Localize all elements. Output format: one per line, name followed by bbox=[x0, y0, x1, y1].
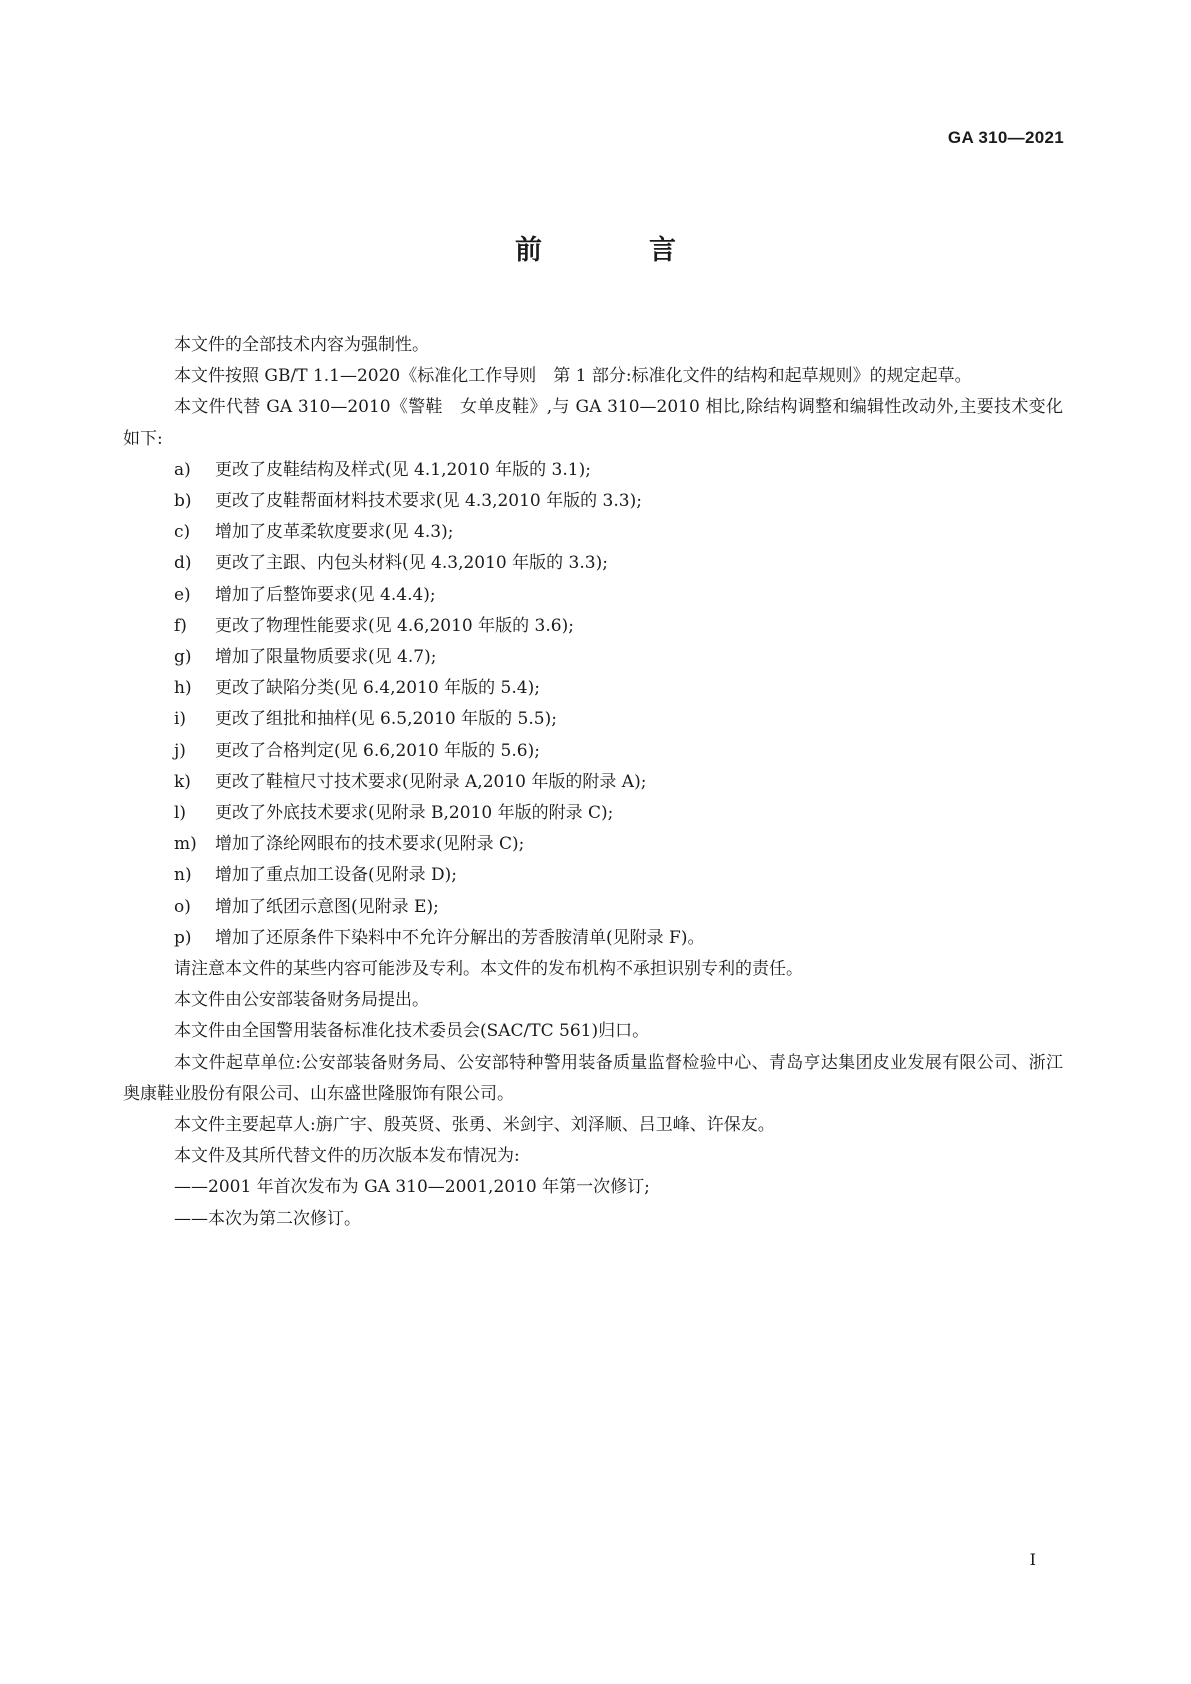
list-item-mark: b) bbox=[174, 491, 192, 512]
paragraph-drafting-rules: 本文件按照 GB/T 1.1—2020《标准化工作导则 第 1 部分:标准化文件的结构和起草规则》的规定起草。 bbox=[174, 366, 972, 387]
list-item-mark: i) bbox=[174, 709, 187, 730]
paragraph-drafters: 本文件主要起草人:旃广宇、殷英贤、张勇、米剑宇、刘泽顺、吕卫峰、许保友。 bbox=[174, 1115, 775, 1136]
list-item-mark: j) bbox=[174, 740, 186, 761]
history-item: ——本次为第二次修订。 bbox=[174, 1208, 361, 1229]
list-item-text: 增加了限量物质要求(见 4.7); bbox=[215, 647, 437, 668]
list-item-mark: k) bbox=[174, 771, 191, 792]
list-item bbox=[123, 704, 1063, 735]
list-item bbox=[123, 486, 1063, 517]
history-list bbox=[123, 1172, 1063, 1234]
paragraph-proposer: 本文件由公安部装备财务局提出。 bbox=[174, 990, 429, 1011]
list-item-text: 更改了主跟、内包头材料(见 4.3,2010 年版的 3.3); bbox=[215, 553, 608, 574]
history-item: ——2001 年首次发布为 GA 310—2001,2010 年第一次修订; bbox=[174, 1177, 650, 1198]
list-item bbox=[123, 580, 1063, 611]
list-item-mark: l) bbox=[174, 803, 187, 824]
list-item bbox=[123, 455, 1063, 486]
list-item bbox=[123, 923, 1063, 954]
list-item-text: 增加了还原条件下染料中不允许分解出的芳香胺清单(见附录 F)。 bbox=[215, 927, 705, 948]
paragraph-mandatory-statement: 本文件的全部技术内容为强制性。 bbox=[174, 335, 429, 355]
list-item-mark: h) bbox=[174, 678, 192, 699]
list-item bbox=[123, 798, 1063, 829]
list-item-mark: p) bbox=[174, 927, 192, 948]
list-item-text: 更改了外底技术要求(见附录 B,2010 年版的附录 C); bbox=[215, 803, 614, 824]
list-item-text: 增加了纸团示意图(见附录 E); bbox=[215, 896, 439, 917]
list-item-text: 更改了皮鞋结构及样式(见 4.1,2010 年版的 3.1); bbox=[215, 459, 591, 480]
list-item bbox=[123, 548, 1063, 579]
changes-list bbox=[123, 455, 1063, 954]
list-item-text: 更改了皮鞋帮面材料技术要求(见 4.3,2010 年版的 3.3); bbox=[215, 491, 642, 512]
list-item-mark: e) bbox=[174, 584, 191, 605]
paragraph-committee: 本文件由全国警用装备标准化技术委员会(SAC/TC 561)归口。 bbox=[174, 1021, 650, 1042]
list-item-mark: m) bbox=[174, 834, 197, 855]
list-item-text: 增加了重点加工设备(见附录 D); bbox=[215, 865, 458, 886]
list-item-text: 更改了合格判定(见 6.6,2010 年版的 5.6); bbox=[215, 740, 540, 761]
list-item bbox=[123, 517, 1063, 548]
list-item-text: 更改了组批和抽样(见 6.5,2010 年版的 5.5); bbox=[215, 709, 557, 730]
list-item bbox=[123, 736, 1063, 767]
list-item bbox=[123, 673, 1063, 704]
list-item-mark: d) bbox=[174, 553, 192, 574]
list-item-mark: g) bbox=[174, 647, 192, 668]
list-item-text: 增加了后整饰要求(见 4.4.4); bbox=[215, 584, 436, 605]
list-item bbox=[123, 642, 1063, 673]
page-number: I bbox=[1029, 1550, 1036, 1569]
list-item-mark: n) bbox=[174, 865, 192, 886]
list-item bbox=[123, 611, 1063, 642]
paragraph-drafting-units: 本文件起草单位:公安部装备财务局、公安部特种警用装备质量监督检验中心、青岛亨达集团皮业发展有限公司、浙江奥康鞋业股份有限公司、山东盛世隆服饰有限公司。 bbox=[123, 1052, 1063, 1104]
list-item-mark: o) bbox=[174, 896, 191, 917]
paragraph-history-intro: 本文件及其所代替文件的历次版本发布情况为: bbox=[174, 1146, 520, 1167]
list-item-text: 更改了缺陷分类(见 6.4,2010 年版的 5.4); bbox=[215, 678, 540, 699]
page-title: 前 言 bbox=[515, 235, 716, 266]
document-code: GA 310—2021 bbox=[947, 128, 1064, 147]
list-item bbox=[123, 829, 1063, 860]
list-item-text: 增加了涤纶网眼布的技术要求(见附录 C); bbox=[215, 834, 525, 855]
list-item bbox=[123, 767, 1063, 798]
list-item-text: 增加了皮革柔软度要求(见 4.3); bbox=[215, 522, 454, 543]
list-item bbox=[123, 892, 1063, 923]
foreword-body bbox=[123, 330, 1063, 1235]
paragraph-patent-notice: 请注意本文件的某些内容可能涉及专利。本文件的发布机构不承担识别专利的责任。 bbox=[174, 959, 803, 980]
list-item-mark: c) bbox=[174, 522, 191, 543]
list-item-mark: f) bbox=[174, 615, 187, 636]
list-item bbox=[123, 860, 1063, 891]
list-item-text: 更改了物理性能要求(见 4.6,2010 年版的 3.6); bbox=[215, 615, 574, 636]
paragraph-replacement: 本文件代替 GA 310—2010《警鞋 女单皮鞋》,与 GA 310—2010 相比,除结构调整和编辑性改动外,主要技术变化如下: bbox=[123, 397, 1063, 449]
list-item-text: 更改了鞋楦尺寸技术要求(见附录 A,2010 年版的附录 A); bbox=[215, 771, 647, 792]
list-item-mark: a) bbox=[174, 459, 191, 480]
